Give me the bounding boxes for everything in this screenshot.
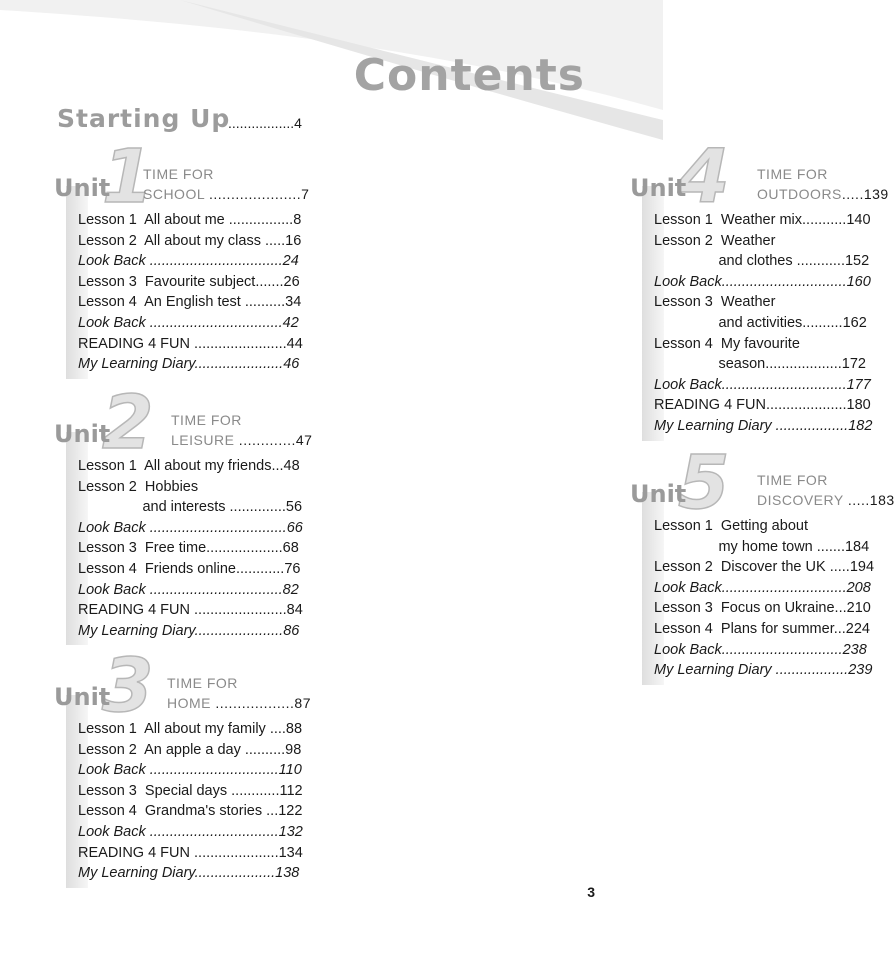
toc-entry[interactable]: Look Back ................................110 bbox=[78, 762, 302, 779]
toc-entry[interactable]: and activities..........162 bbox=[654, 315, 867, 331]
toc-entry[interactable]: Lesson 1 Weather mix...........140 bbox=[654, 212, 871, 228]
toc-entry[interactable]: Lesson 4 An English test ..........34 bbox=[78, 294, 302, 311]
toc-entry[interactable]: and interests ..............56 bbox=[78, 499, 303, 516]
starting-up-leader: .................4 bbox=[228, 115, 302, 131]
unit-theme-page: .....139 bbox=[841, 186, 889, 202]
unit-theme-name: LEISURE bbox=[171, 432, 235, 448]
unit-theme-line2 bbox=[171, 430, 312, 450]
toc-entry[interactable]: Look Back .................................42 bbox=[78, 315, 299, 331]
toc-entry[interactable]: Lesson 3 Weather bbox=[654, 294, 776, 311]
unit-number-graphic: 5 bbox=[678, 440, 730, 526]
toc-entry[interactable]: Lesson 3 Focus on Ukraine...210 bbox=[654, 600, 871, 617]
toc-entry[interactable]: Lesson 3 Special days ............112 bbox=[78, 782, 303, 799]
unit-number-graphic: 3 bbox=[102, 643, 154, 729]
toc-entry[interactable]: Lesson 2 An apple a day ..........98 bbox=[78, 741, 302, 758]
toc-entry[interactable]: season...................172 bbox=[654, 356, 866, 373]
unit-theme-line1: TIME FOR bbox=[143, 166, 214, 182]
unit-theme-name: DISCOVERY bbox=[757, 492, 844, 508]
toc-entry[interactable]: My Learning Diary....................138 bbox=[78, 865, 300, 882]
toc-entry[interactable]: Lesson 4 Plans for summer...224 bbox=[654, 621, 870, 637]
toc-entry[interactable]: Lesson 2 All about my class .....16 bbox=[78, 232, 302, 249]
unit-word: Unit bbox=[54, 174, 111, 202]
toc-entry[interactable]: Look Back...............................160 bbox=[654, 273, 871, 290]
unit-word: Unit bbox=[630, 174, 687, 202]
toc-entry[interactable]: Look Back ..................................66 bbox=[78, 519, 303, 536]
toc-entry[interactable]: READING 4 FUN .......................44 bbox=[78, 335, 303, 352]
unit-word: Unit bbox=[630, 480, 687, 508]
page-title: Contents bbox=[353, 50, 585, 101]
unit-word: Unit bbox=[54, 420, 111, 448]
toc-entry[interactable]: My Learning Diary......................46 bbox=[78, 356, 300, 373]
toc-entry[interactable]: Lesson 4 My favourite bbox=[654, 335, 800, 352]
toc-entry[interactable]: Lesson 1 All about me ................8 bbox=[78, 212, 302, 228]
toc-entry[interactable]: Look Back ................................132 bbox=[78, 824, 303, 840]
unit-number-graphic: 2 bbox=[102, 380, 154, 466]
toc-entry[interactable]: Lesson 1 All about my family ....88 bbox=[78, 721, 303, 737]
unit-theme-line2 bbox=[167, 693, 311, 713]
unit-theme-name: SCHOOL bbox=[143, 186, 205, 202]
toc-entry[interactable]: Lesson 3 Free time...................68 bbox=[78, 540, 299, 557]
unit-theme-line1: TIME FOR bbox=[171, 412, 242, 428]
unit-theme-page: .....183 bbox=[843, 492, 895, 508]
toc-entry[interactable]: READING 4 FUN....................180 bbox=[654, 397, 871, 414]
unit-theme-page: .....................7 bbox=[204, 186, 310, 202]
toc-entry[interactable]: Look Back...............................177 bbox=[654, 376, 871, 393]
unit-theme-page: ..................87 bbox=[211, 695, 311, 711]
unit-theme-line2 bbox=[757, 490, 895, 510]
toc-entry[interactable]: Lesson 4 Friends online............76 bbox=[78, 561, 301, 577]
unit-theme-line1: TIME FOR bbox=[757, 472, 828, 488]
toc-entry[interactable]: Lesson 1 All about my friends...48 bbox=[78, 458, 300, 474]
toc-entry[interactable]: READING 4 FUN .......................84 bbox=[78, 602, 303, 619]
unit-word: Unit bbox=[54, 683, 111, 711]
unit-number-graphic: 1 bbox=[102, 134, 154, 220]
toc-entry[interactable]: Lesson 2 Hobbies bbox=[78, 478, 199, 495]
unit-theme-line2 bbox=[143, 184, 309, 204]
unit-number-graphic: 4 bbox=[678, 134, 730, 220]
toc-entry[interactable]: Lesson 2 Weather bbox=[654, 232, 776, 249]
unit-theme-line1: TIME FOR bbox=[757, 166, 828, 182]
toc-entry[interactable]: Look Back .................................24 bbox=[78, 253, 299, 270]
unit-theme-name: HOME bbox=[167, 695, 211, 711]
unit-theme-line2 bbox=[757, 184, 889, 204]
unit-theme-name: OUTDOORS bbox=[757, 186, 842, 202]
toc-entry[interactable]: Lesson 3 Favourite subject.......26 bbox=[78, 273, 300, 290]
toc-entry[interactable]: Look Back...............................208 bbox=[654, 579, 871, 596]
toc-entry[interactable]: Look Back..............................238 bbox=[654, 641, 867, 658]
unit-theme-line1: TIME FOR bbox=[167, 675, 238, 691]
page-number: 3 bbox=[587, 884, 595, 900]
toc-entry[interactable]: READING 4 FUN .....................134 bbox=[78, 844, 303, 861]
toc-entry[interactable]: My Learning Diary ..................239 bbox=[654, 662, 873, 679]
toc-entry[interactable]: My Learning Diary ..................182 bbox=[654, 418, 873, 434]
toc-entry[interactable]: Lesson 4 Grandma's stories ...122 bbox=[78, 803, 303, 820]
unit-theme-page: .............47 bbox=[234, 432, 313, 448]
toc-entry[interactable]: Look Back .................................82 bbox=[78, 581, 299, 598]
starting-up-label: Starting Up bbox=[57, 104, 231, 133]
toc-entry[interactable]: Lesson 1 Getting about bbox=[654, 518, 808, 534]
toc-entry[interactable]: and clothes ............152 bbox=[654, 253, 870, 270]
toc-entry[interactable]: my home town .......184 bbox=[654, 538, 870, 555]
toc-entry[interactable]: Lesson 2 Discover the UK .....194 bbox=[654, 559, 875, 576]
toc-entry[interactable]: My Learning Diary......................86 bbox=[78, 622, 300, 639]
